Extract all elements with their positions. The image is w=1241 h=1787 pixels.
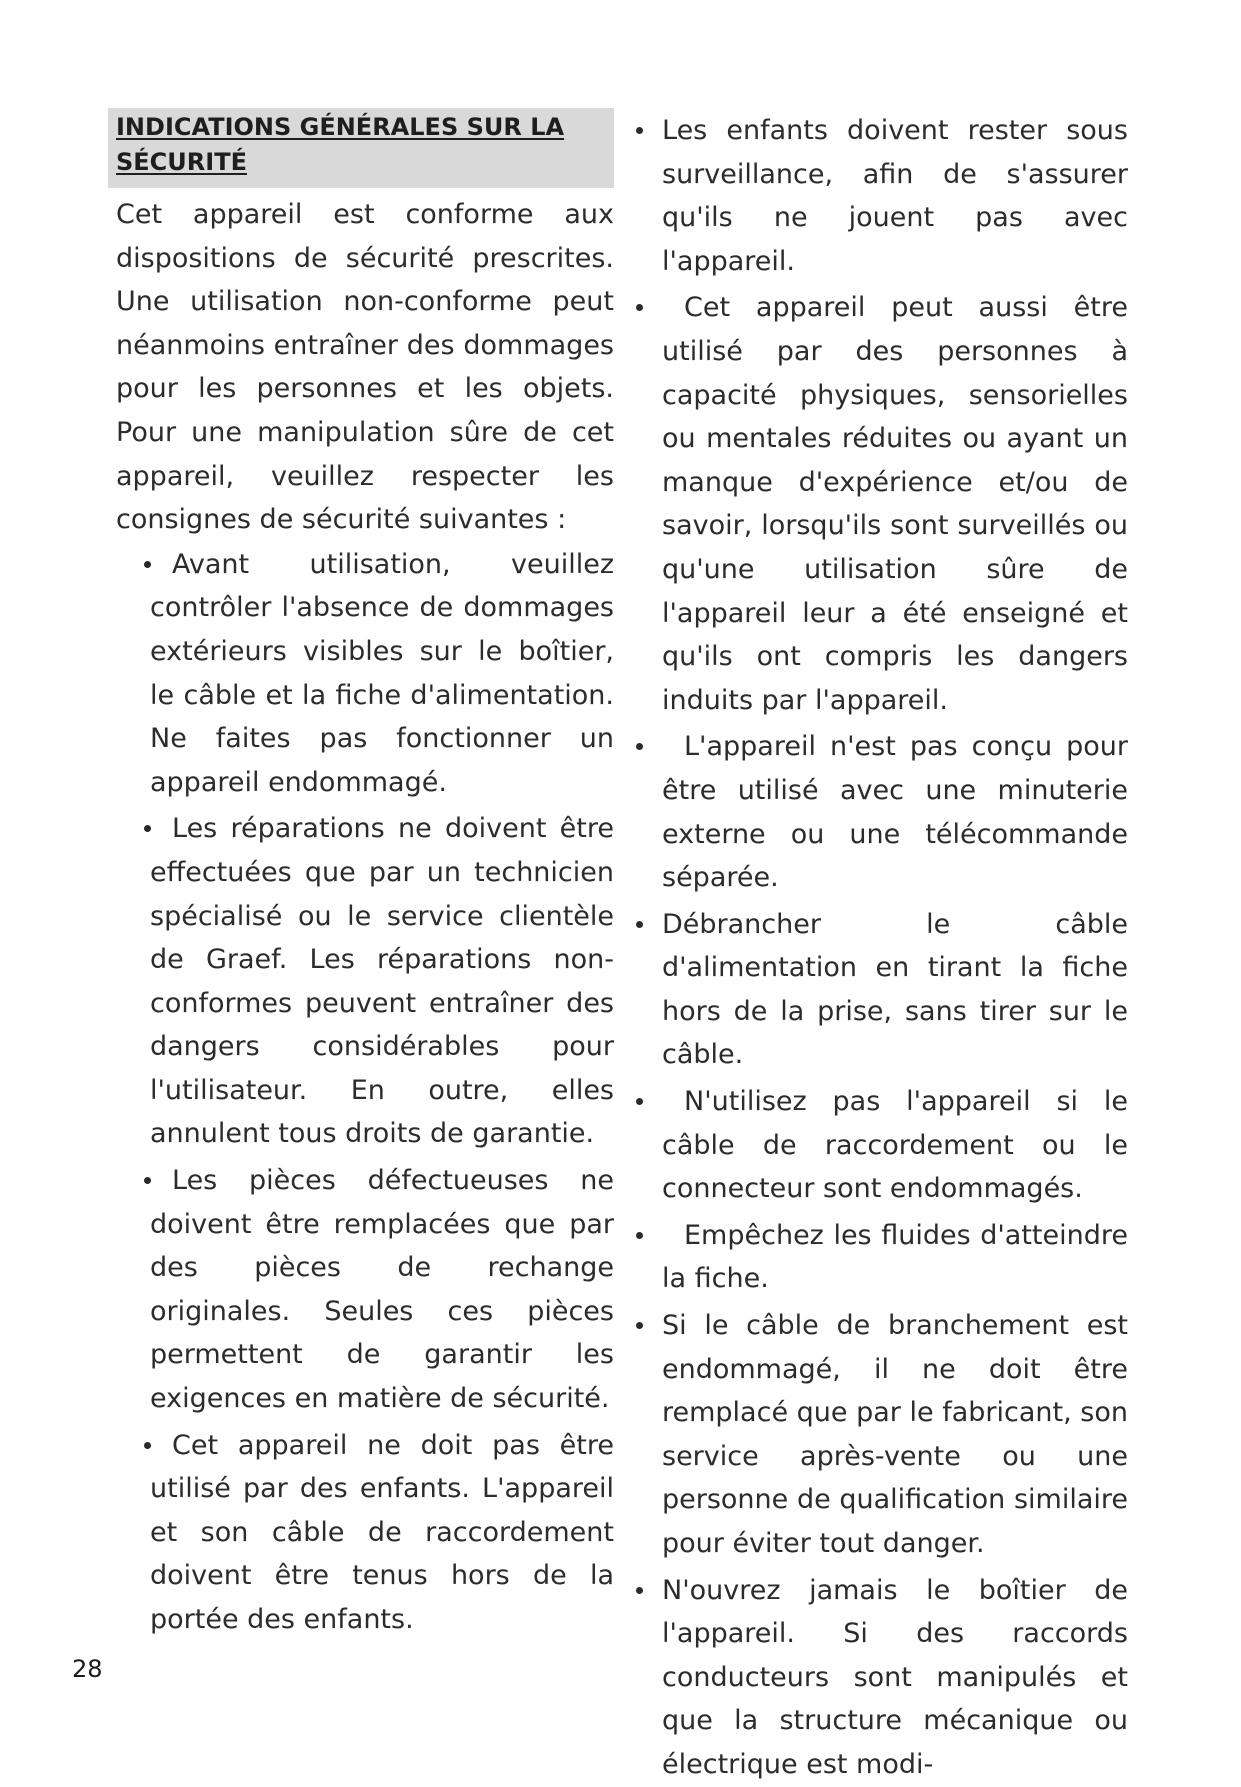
left-column xyxy=(116,193,614,1642)
bullet-icon xyxy=(636,127,643,134)
intro-paragraph: Cet appareil est conforme aux dispositions de sécurité prescrites. Une utilisation non-conforme peut néanmoins entraîner des dommages pour les personnes et les objets. Pour une manipulation sûre de cet appareil, veuillez respecter les consignes de sécurité suivantes : xyxy=(116,199,614,536)
bullet-icon xyxy=(636,1232,643,1239)
right-column xyxy=(652,109,1128,1787)
bullet-icon xyxy=(144,561,151,568)
list-item xyxy=(662,903,1128,1077)
list-item-text: N'utilisez pas l'appareil si le câble de raccordement ou le connecteur sont endommagés. xyxy=(662,1086,1128,1205)
list-item-text: N'ouvrez jamais le boîtier de l'appareil. Si des raccords conducteurs sont manipulés et que la structure mécanique ou électrique est modi- xyxy=(662,1574,1128,1780)
list-item xyxy=(662,1304,1128,1566)
list-item xyxy=(662,109,1128,283)
list-item-text: Cet appareil ne doit pas être utilisé par des enfants. L'appareil et son câble de raccordement doivent être tenus hors de la portée des enfants. xyxy=(150,1429,614,1635)
list-item xyxy=(150,807,614,1156)
list-item-text: Les enfants doivent rester sous surveillance, afin de s'assurer qu'ils ne jouent pas avec l'appareil. xyxy=(662,115,1128,277)
list-item-text: L'appareil n'est pas conçu pour être utilisé avec une minuterie externe ou une télécommande séparée. xyxy=(662,731,1128,894)
bullet-icon xyxy=(144,1177,151,1184)
bullet-icon xyxy=(636,921,643,928)
list-item-text: Débrancher le câble d'alimentation en tirant la fiche hors de la prise, sans tirer sur le câble. xyxy=(662,908,1128,1071)
bullet-icon xyxy=(636,304,643,311)
bullet-icon xyxy=(636,1587,643,1594)
list-item xyxy=(662,725,1128,899)
list-item-text: Si le câble de branchement est endommagé, il ne doit être remplacé que par le fabricant, son service après-vente ou une personne de qualification similaire pour éviter tout danger. xyxy=(662,1310,1128,1559)
bullet-icon xyxy=(636,1098,643,1105)
list-item-text: Avant utilisation, veuillez contrôler l'absence de dommages extérieurs visibles sur le boîtier, le câble et la fiche d'alimentation. Ne faites pas fonctionner un appareil endommagé. xyxy=(150,548,614,798)
list-item-text: Empêchez les fluides d'atteindre la fiche. xyxy=(662,1219,1128,1295)
right-bullet-list xyxy=(652,109,1128,1787)
list-item xyxy=(150,543,614,805)
list-item xyxy=(662,1214,1128,1301)
left-bullet-list xyxy=(116,543,614,1642)
list-item xyxy=(662,1080,1128,1211)
list-item xyxy=(150,1159,614,1421)
bullet-icon xyxy=(636,743,643,750)
section-heading: INDICATIONS GÉNÉRALES SUR LA SÉCURITÉ xyxy=(116,113,565,176)
list-item xyxy=(662,286,1128,722)
list-item-text: Les pièces défectueuses ne doivent être remplacées que par des pièces de rechange originales. Seules ces pièces permettent de garantir les exigences en matière de sécurité. xyxy=(150,1165,614,1415)
list-item-text: Les réparations ne doivent être effectuées que par un technicien spécialisé ou le service clientèle de Graef. Les réparations non-conformes peuvent entraîner des dangers considérables pour l'utilisateur. En outre, elles annulent tous droits de garantie. xyxy=(150,813,614,1150)
list-item xyxy=(150,1424,614,1642)
list-item-text: Cet appareil peut aussi être utilisé par des personnes à capacité physiques, sensorielles ou mentales réduites ou ayant un manque d'expérience et/ou de savoir, lorsqu'ils sont surveillés ou qu'une utilisation sûre de l'appareil leur a été enseigné et qu'ils ont compris les dangers induits par l'appareil. xyxy=(662,292,1128,716)
bullet-icon xyxy=(144,825,151,832)
bullet-icon xyxy=(636,1322,643,1329)
page-number: 28 xyxy=(72,1655,103,1683)
bullet-icon xyxy=(144,1442,151,1449)
